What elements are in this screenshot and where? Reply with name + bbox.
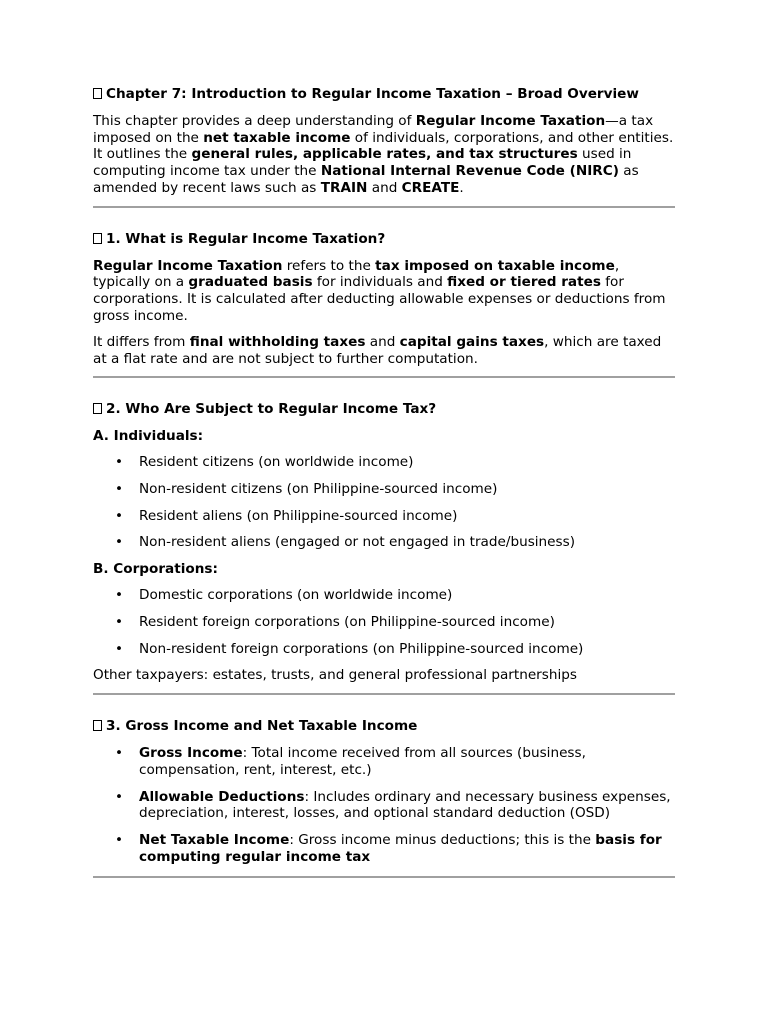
intro-paragraph: This chapter provides a deep understanding of Regular Income Taxation—a tax imposed on the net taxable income of individuals, corporations, and other entities. It outlines the general rules, applicable rates, and tax structures used in computing income tax under the National Internal Revenue Code (NIRC) as amended by recent laws such as TRAIN and CREATE. — [93, 112, 674, 196]
bullet-icon: • — [115, 534, 124, 551]
divider — [93, 876, 675, 878]
section-1-paragraph-1: Regular Income Taxation refers to the tax imposed on taxable income, typically on a graduated basis for individuals and fixed or tiered rates for corporations. It is calculated after deducting allowable expenses or deductions from gross income. — [93, 257, 666, 324]
bullet-icon: • — [115, 788, 124, 805]
list-item: • Non-resident foreign corporations (on Philippine-sourced income) — [115, 640, 584, 657]
income-definitions-list — [93, 745, 675, 866]
bullet-icon: • — [115, 480, 124, 497]
bullet-icon: • — [115, 507, 124, 524]
section-icon — [93, 403, 102, 414]
bullet-icon: • — [115, 832, 124, 849]
divider — [93, 206, 675, 208]
bullet-icon: • — [115, 586, 124, 603]
bullet-icon: • — [115, 744, 124, 761]
section-3-heading: 3. Gross Income and Net Taxable Income — [93, 718, 675, 735]
list-item: • Allowable Deductions: Includes ordinary and necessary business expenses, depreciation, interest, losses, and optional standard deduction (OSD) — [115, 788, 671, 822]
section-2-heading: 2. Who Are Subject to Regular Income Tax? — [93, 401, 675, 418]
bullet-icon: • — [115, 613, 124, 630]
section-icon — [93, 233, 102, 244]
bullet-icon: • — [115, 453, 124, 470]
bullet-icon: • — [115, 640, 124, 657]
list-item: • Resident citizens (on worldwide income) — [115, 453, 414, 470]
individuals-label: A. Individuals: — [93, 428, 204, 445]
list-item: • Net Taxable Income: Gross income minus deductions; this is the basis for computing regular income tax — [115, 832, 662, 865]
section-icon — [93, 720, 102, 731]
list-item: • Resident aliens (on Philippine-sourced income) — [115, 507, 458, 524]
other-taxpayers: Other taxpayers: estates, trusts, and general professional partnerships — [93, 667, 577, 684]
divider — [93, 376, 675, 378]
individuals-list — [93, 454, 675, 551]
section-1-heading: 1. What is Regular Income Taxation? — [93, 231, 675, 248]
corporations-list — [93, 587, 675, 657]
list-item: • Non-resident aliens (engaged or not engaged in trade/business) — [115, 534, 576, 551]
divider — [93, 693, 675, 695]
list-item: • Non-resident citizens (on Philippine-sourced income) — [115, 480, 498, 497]
list-item: • Domestic corporations (on worldwide income) — [115, 586, 453, 603]
chapter-title: Chapter 7: Introduction to Regular Income Taxation – Broad Overview — [93, 86, 675, 103]
section-1-paragraph-2: It differs from final withholding taxes and capital gains taxes, which are taxed at a flat rate and are not subject to further computation. — [93, 333, 662, 367]
list-item: • Gross Income: Total income received from all sources (business, compensation, rent, interest, etc.) — [115, 744, 586, 778]
list-item: • Resident foreign corporations (on Philippine-sourced income) — [115, 613, 555, 630]
book-icon — [93, 88, 102, 99]
corporations-label: B. Corporations: — [93, 561, 218, 578]
